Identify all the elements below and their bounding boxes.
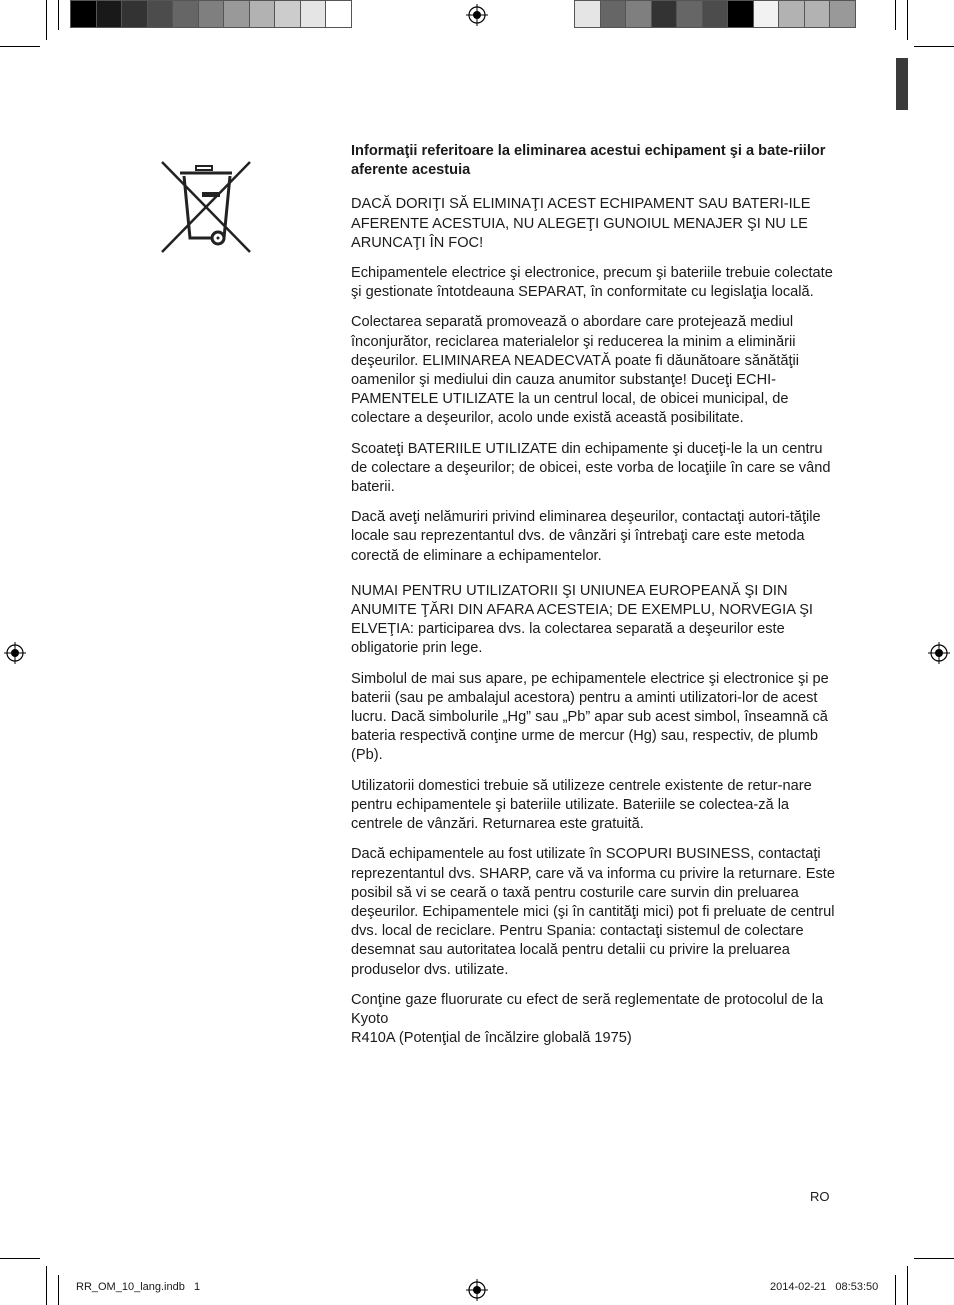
crop-mark [914,1258,954,1259]
paragraph: Dacă aveţi nelămuriri privind eliminarea deşeurilor, contactaţi autori-tăţile locale sau reprezentantul dvs. de vânzări şi întrebaţi care este metoda corectă de eliminare a echipamentelor. [351,509,821,564]
color-swatch [676,0,703,28]
paragraph: Colectarea separată promovează o abordare care protejează mediul înconjurător, reciclarea materialelor şi reducerea la minim a eliminării deşeurilor. ELIMINAREA NEADECVATĂ poate fi dăunătoare sănătăţii oamenilor şi mediului din cauza anumitor substanţe! Duceţi ECHI-PAMENTELE UTILIZATE la un centrul local, de obicei municipal, de colectare a deşeurilor, acolo unde există această posibilitate. [351,314,800,427]
footer-timestamp: 2014-02-21 08:53:50 [770,1281,879,1293]
color-swatch [198,0,225,28]
color-swatch [147,0,174,28]
crop-mark [907,0,908,40]
color-swatch [70,0,97,28]
warning-paragraph: DACĂ DORIŢI SĂ ELIMINAŢI ACEST ECHIPAMENT SAU BATERI-ILE AFERENTE ACESTUIA, NU ALEGEŢI GUNOIUL MENAJER ŞI NU LE ARUNCAŢI ÎN FOC! [351,196,811,251]
crop-mark [895,1275,896,1305]
registration-target-icon [466,4,488,26]
paragraph: Utilizatorii domestici trebuie să utilizeze centrele existente de retur-nare pentru echipamentele şi bateriile utilizate. Bateriile se colectea-ză la centrele de vânzări. Returnarea este gratuită. [351,777,812,833]
color-swatch [300,0,327,28]
registration-target-icon [4,642,26,664]
color-swatch [600,0,627,28]
crossed-out-wheeled-bin-icon [160,160,254,256]
color-swatch [778,0,805,28]
color-swatch [274,0,301,28]
kyoto-notice: Conţine gaze fluorurate cu efect de seră reglementate de protocolul de la Kyoto [351,991,824,1027]
grayscale-color-bar-left [70,0,351,28]
color-swatch [625,0,652,28]
crop-mark [0,46,40,47]
color-swatch [651,0,678,28]
color-swatch [702,0,729,28]
color-swatch [223,0,250,28]
registration-target-icon [928,642,950,664]
color-swatch [574,0,601,28]
crop-mark [46,0,47,40]
disposal-information-text [351,142,841,1048]
color-swatch [121,0,148,28]
paragraph: Echipamentele electrice şi electronice, precum şi bateriile trebuie colectate şi gestionate întotdeauna SEPARAT, în conformitate cu legislaţia locală. [351,265,833,301]
color-swatch [804,0,831,28]
crop-mark [0,1258,40,1259]
color-swatch [249,0,276,28]
paragraph: Scoateţi BATERIILE UTILIZATE din echipamente şi duceţi-le la un centru de colectare a deşeurilor; de obicei, este vorba de locaţiile în care se vând baterii. [351,440,831,496]
footer-filename: RR_OM_10_lang.indb 1 [76,1281,201,1293]
eu-paragraph: NUMAI PENTRU UTILIZATORII ŞI UNIUNEA EUROPEANĂ ŞI DIN ANUMITE ŢĂRI DIN AFARA ACESTEIA; DE EXEMPLU, NORVEGIA ŞI ELVEŢIA: participarea dvs. la colectarea separată a deşeurilor este obligatorie prin lege. [351,582,813,657]
language-code: RO [810,1189,830,1204]
registration-target-icon [466,1279,488,1301]
refrigerant-notice: R410A (Potenţial de încălzire globală 1975) [351,1030,632,1047]
crop-mark [907,1266,908,1305]
crop-mark [46,1266,47,1305]
crop-mark [58,0,59,30]
color-swatch [172,0,199,28]
language-section-tab [896,58,908,110]
color-swatch [753,0,780,28]
crop-mark [58,1275,59,1305]
paragraph: Dacă echipamentele au fost utilizate în SCOPURI BUSINESS, contactaţi reprezentantul dvs. SHARP, care vă va informa cu privire la returnare. Este posibil să vi se ceară o taxă pentru costurile care survin din preluarea deşeurilor. Echipamentele mici (şi în cantităţi mici) pot fi preluate de centrul dvs. local de reciclare. Pentru Spania: contactaţi sistemul de colectare desemnat sau autoritatea locală pentru detalii cu privire la preluarea produselor dvs. utilizate. [351,846,835,978]
section-heading: Informaţii referitoare la eliminarea acestui echipament şi a bate-riilor aferente acestuia [351,143,826,179]
color-swatch [96,0,123,28]
crop-mark [914,46,954,47]
color-swatch [829,0,856,28]
color-swatch [727,0,754,28]
paragraph: Simbolul de mai sus apare, pe echipamentele electrice şi electronice şi pe baterii (sau pe ambalajul acestora) pentru a aminti utilizatori-lor de acest lucru. Dacă simbolurile „Hg” sau „Pb” apar sub acest simbol, înseamnă că bateria respectivă conţine urme de mercur (Hg) sau, respectiv, de plumb (Pb). [351,670,829,764]
grayscale-color-bar-right [574,0,855,28]
crop-mark [895,0,896,30]
color-swatch [325,0,352,28]
